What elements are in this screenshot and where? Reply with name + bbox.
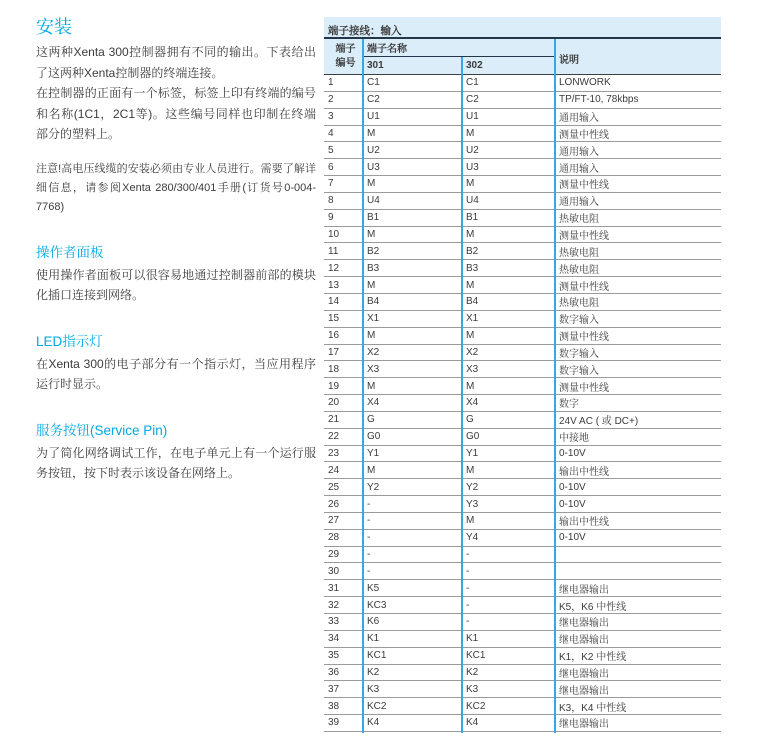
- table-row: [324, 176, 721, 193]
- cell-name-302: C2: [466, 94, 479, 106]
- table-row: [324, 715, 721, 732]
- table-row: [324, 277, 721, 294]
- cell-name-301: KC2: [367, 700, 387, 712]
- cell-name-302: -: [466, 549, 470, 561]
- cell-name-302: B4: [466, 296, 479, 308]
- header-terminal-line2: 编号: [335, 57, 356, 69]
- table-row: [324, 92, 721, 109]
- section-operator-panel: [36, 244, 316, 306]
- cell-name-301: M: [367, 127, 376, 139]
- cell-description: 数字: [559, 399, 579, 411]
- table-row: [324, 446, 721, 463]
- cell-name-302: Y4: [466, 532, 479, 544]
- cell-name-301: -: [367, 532, 371, 544]
- cell-name-302: -: [466, 616, 470, 628]
- cell-description: 通用输入: [559, 146, 599, 158]
- cell-terminal-number: 11: [328, 245, 339, 257]
- cell-name-301: M: [367, 380, 376, 392]
- table-row: [324, 193, 721, 210]
- table-title: 端子接线：输入: [324, 17, 721, 39]
- header-terminal-name-group: 端子名称: [362, 39, 554, 57]
- paragraph: 使用操作者面板可以很容易地通过控制器前部的模块化插口连接到网络。: [36, 267, 316, 302]
- cell-description: 输出中性线: [559, 517, 609, 529]
- cell-name-301: U3: [367, 161, 380, 173]
- cell-terminal-number: 3: [328, 111, 334, 123]
- cell-description: 通用输入: [559, 197, 599, 209]
- table-row: [324, 412, 721, 429]
- table-row: [324, 429, 721, 446]
- cell-name-301: M: [367, 464, 376, 476]
- cell-name-301: U2: [367, 144, 380, 156]
- cell-name-302: K1: [466, 633, 479, 645]
- cell-name-302: -: [466, 565, 470, 577]
- table-row: [324, 479, 721, 496]
- cell-name-301: K3: [367, 683, 380, 695]
- cell-terminal-number: 8: [328, 195, 334, 207]
- cell-name-301: M: [367, 279, 376, 291]
- cell-name-301: X2: [367, 346, 380, 358]
- paragraph: 在控制器的正面有一个标签，标签上印有终端的编号和名称(1C1，2C1等)。这些编号同样也印制在终端部分的塑料上。: [36, 86, 316, 141]
- header-terminal-line1: 端子: [335, 43, 356, 55]
- cell-name-302: KC2: [466, 700, 486, 712]
- table-row: [324, 496, 721, 513]
- table-row: [324, 631, 721, 648]
- cell-description: K5，K6 中性线: [559, 601, 627, 613]
- cell-terminal-number: 2: [328, 94, 334, 106]
- section-installation: [36, 16, 316, 217]
- cell-description: 继电器输出: [559, 584, 609, 596]
- cell-description: 0-10V: [559, 532, 586, 544]
- cell-name-301: M: [367, 330, 376, 342]
- cell-name-302: U4: [466, 195, 479, 207]
- cell-description: [554, 547, 721, 563]
- table-row: [324, 75, 721, 92]
- cell-name-302: X1: [466, 313, 479, 325]
- table-row: [324, 294, 721, 311]
- cell-name-301: M: [367, 229, 376, 241]
- cell-terminal-number: 32: [328, 599, 340, 611]
- cell-description: 继电器输出: [559, 635, 609, 647]
- cell-terminal-number: 38: [328, 700, 340, 712]
- cell-description: 测量中性线: [559, 281, 609, 293]
- cell-description: 测量中性线: [559, 129, 609, 141]
- table-row: [324, 361, 721, 378]
- cell-name-302: K4: [466, 717, 479, 729]
- cell-description: 输出中性线: [559, 466, 609, 478]
- cell-terminal-number: 20: [328, 397, 340, 409]
- table-row: [324, 580, 721, 597]
- section-service-pin: [36, 422, 316, 484]
- table-row: [324, 395, 721, 412]
- cell-description: [554, 563, 721, 579]
- cell-terminal-number: 17: [328, 346, 340, 358]
- cell-terminal-number: 26: [328, 498, 340, 510]
- cell-name-301: -: [367, 549, 371, 561]
- cell-name-301: B4: [367, 296, 380, 308]
- cell-description: 数字输入: [559, 315, 599, 327]
- header-terminal-number: [324, 39, 362, 74]
- cell-name-302: M: [466, 464, 475, 476]
- cell-name-301: C2: [367, 94, 380, 106]
- cell-terminal-number: 12: [328, 262, 340, 274]
- cell-name-302: Y3: [466, 498, 479, 510]
- cell-name-302: K3: [466, 683, 479, 695]
- cell-terminal-number: 7: [328, 178, 334, 190]
- cell-description: 中接地: [559, 433, 589, 445]
- cell-name-302: C1: [466, 77, 479, 89]
- cell-description: 继电器输出: [559, 685, 609, 697]
- cell-description: 0-10V: [559, 498, 586, 510]
- header-description: 说明: [559, 54, 579, 66]
- cell-terminal-number: 31: [328, 582, 340, 594]
- cell-terminal-number: 6: [328, 161, 334, 173]
- table-row: [324, 210, 721, 227]
- cell-name-301: X3: [367, 363, 380, 375]
- cell-description: 继电器输出: [559, 719, 609, 731]
- cell-name-301: M: [367, 178, 376, 190]
- cell-terminal-number: 25: [328, 481, 340, 493]
- cell-name-301: -: [367, 498, 371, 510]
- header-column-301: 301: [367, 60, 384, 71]
- cell-name-301: C1: [367, 77, 380, 89]
- cell-name-302: M: [466, 279, 475, 291]
- cell-terminal-number: 19: [328, 380, 340, 392]
- cell-description: 通用输入: [559, 163, 599, 175]
- table-row: [324, 563, 721, 580]
- table-row: [324, 328, 721, 345]
- header-column-302: 302: [466, 60, 483, 71]
- section-title-led-indicator: LED指示灯: [36, 333, 103, 349]
- table-row: [324, 513, 721, 530]
- table-row: [324, 260, 721, 277]
- cell-terminal-number: 24: [328, 464, 340, 476]
- cell-name-301: K2: [367, 666, 380, 678]
- cell-name-302: M: [466, 515, 475, 527]
- cell-name-301: X1: [367, 313, 380, 325]
- table-row: [324, 530, 721, 547]
- cell-name-302: KC1: [466, 650, 486, 662]
- paragraph: 在Xenta 300的电子部分有一个指示灯，当应用程序运行时显示。: [36, 356, 316, 391]
- cell-name-302: X3: [466, 363, 479, 375]
- cell-terminal-number: 37: [328, 683, 340, 695]
- cell-name-302: B2: [466, 245, 479, 257]
- cell-description: 测量中性线: [559, 180, 609, 192]
- cell-description: 热敏电阻: [559, 298, 599, 310]
- table-row: [324, 227, 721, 244]
- cell-terminal-number: 34: [328, 633, 340, 645]
- cell-description: 继电器输出: [559, 668, 609, 680]
- table-row: [324, 311, 721, 328]
- cell-terminal-number: 10: [328, 229, 340, 241]
- table-column-headers: [324, 39, 721, 74]
- cell-name-301: G0: [367, 431, 381, 443]
- table-row: [324, 109, 721, 126]
- cell-name-301: G: [367, 414, 375, 426]
- high-voltage-note: 注意!高电压线缆的安装必须由专业人员进行。需要了解详细信息，请参阅Xenta 280/300/401手册(订货号0-004-7768): [36, 162, 316, 213]
- cell-name-302: Y2: [466, 481, 479, 493]
- cell-name-302: M: [466, 178, 475, 190]
- cell-name-302: B1: [466, 212, 479, 224]
- cell-name-302: -: [466, 582, 470, 594]
- table-row: [324, 159, 721, 176]
- cell-terminal-number: 4: [328, 127, 334, 139]
- table-row: [324, 345, 721, 362]
- cell-description: LONWORK: [559, 77, 611, 89]
- cell-name-301: U1: [367, 111, 380, 123]
- cell-description: 测量中性线: [559, 382, 609, 394]
- table-row: [324, 378, 721, 395]
- cell-terminal-number: 35: [328, 650, 340, 662]
- cell-name-301: KC3: [367, 599, 387, 611]
- cell-description: 热敏电阻: [559, 214, 599, 226]
- cell-terminal-number: 33: [328, 616, 340, 628]
- cell-terminal-number: 16: [328, 330, 340, 342]
- cell-name-301: B1: [367, 212, 380, 224]
- cell-name-301: K4: [367, 717, 380, 729]
- cell-terminal-number: 23: [328, 447, 340, 459]
- cell-description: 0-10V: [559, 481, 586, 493]
- cell-name-302: U1: [466, 111, 479, 123]
- cell-description: 数字输入: [559, 365, 599, 377]
- table-row: [324, 665, 721, 682]
- paragraph: 这两种Xenta 300控制器拥有不同的输出。下表给出了这两种Xenta控制器的终端连接。: [36, 45, 316, 80]
- cell-description: 测量中性线: [559, 231, 609, 243]
- cell-name-302: M: [466, 380, 475, 392]
- table-row: [324, 597, 721, 614]
- cell-terminal-number: 9: [328, 212, 334, 224]
- cell-terminal-number: 5: [328, 144, 334, 156]
- cell-description: TP/FT-10, 78kbps: [559, 94, 639, 106]
- left-column: [36, 16, 316, 484]
- cell-terminal-number: 27: [328, 515, 340, 527]
- cell-name-302: G0: [466, 431, 480, 443]
- table-row: [324, 142, 721, 159]
- cell-name-301: -: [367, 515, 371, 527]
- cell-terminal-number: 36: [328, 666, 340, 678]
- cell-name-302: X2: [466, 346, 479, 358]
- cell-description: 测量中性线: [559, 332, 609, 344]
- section-title-service-pin: 服务按钮(Service Pin): [36, 422, 168, 438]
- cell-name-302: G: [466, 414, 474, 426]
- cell-terminal-number: 1: [328, 77, 334, 89]
- cell-terminal-number: 39: [328, 717, 340, 729]
- cell-name-301: K1: [367, 633, 380, 645]
- cell-name-301: X4: [367, 397, 380, 409]
- cell-name-302: -: [466, 599, 470, 611]
- cell-name-302: M: [466, 127, 475, 139]
- cell-name-301: -: [367, 565, 371, 577]
- cell-terminal-number: 13: [328, 279, 340, 291]
- cell-name-301: B2: [367, 245, 380, 257]
- cell-description: 热敏电阻: [559, 247, 599, 259]
- cell-terminal-number: 15: [328, 313, 340, 325]
- table-body: [324, 75, 721, 732]
- cell-name-301: Y2: [367, 481, 380, 493]
- cell-name-301: Y1: [367, 447, 380, 459]
- cell-name-302: U3: [466, 161, 479, 173]
- table-header: [324, 17, 721, 75]
- table-row: [324, 681, 721, 698]
- table-row: [324, 648, 721, 665]
- cell-description: K1，K2 中性线: [559, 652, 627, 664]
- cell-terminal-number: 21: [328, 414, 340, 426]
- table-row: [324, 547, 721, 564]
- cell-terminal-number: 30: [328, 565, 340, 577]
- cell-name-302: K2: [466, 666, 479, 678]
- cell-name-302: X4: [466, 397, 479, 409]
- cell-name-302: U2: [466, 144, 479, 156]
- table-row: [324, 462, 721, 479]
- cell-name-302: Y1: [466, 447, 479, 459]
- table-row: [324, 243, 721, 260]
- cell-description: 热敏电阻: [559, 264, 599, 276]
- cell-description: 继电器输出: [559, 618, 609, 630]
- cell-terminal-number: 22: [328, 431, 340, 443]
- cell-name-301: K6: [367, 616, 380, 628]
- section-led-indicator: [36, 333, 316, 395]
- cell-name-302: M: [466, 330, 475, 342]
- cell-description: 0-10V: [559, 447, 586, 459]
- cell-terminal-number: 28: [328, 532, 340, 544]
- cell-name-301: U4: [367, 195, 380, 207]
- cell-terminal-number: 14: [328, 296, 340, 308]
- paragraph: 为了简化网络调试工作，在电子单元上有一个运行服务按钮，按下时表示该设备在网络上。: [36, 445, 316, 480]
- cell-description: 数字输入: [559, 348, 599, 360]
- section-title-operator-panel: 操作者面板: [36, 244, 104, 260]
- cell-description: K3，K4 中性线: [559, 702, 627, 714]
- cell-terminal-number: 18: [328, 363, 340, 375]
- cell-name-301: K5: [367, 582, 380, 594]
- cell-name-302: M: [466, 229, 475, 241]
- terminal-wiring-table: [324, 17, 721, 733]
- cell-name-302: B3: [466, 262, 479, 274]
- table-row: [324, 614, 721, 631]
- section-title-installation: 安装: [36, 17, 72, 37]
- cell-name-301: B3: [367, 262, 380, 274]
- table-row: [324, 126, 721, 143]
- cell-description: 通用输入: [559, 113, 599, 125]
- cell-description: 24V AC ( 或 DC+): [559, 416, 639, 428]
- cell-name-301: KC1: [367, 650, 387, 662]
- cell-terminal-number: 29: [328, 549, 340, 561]
- table-row: [324, 698, 721, 715]
